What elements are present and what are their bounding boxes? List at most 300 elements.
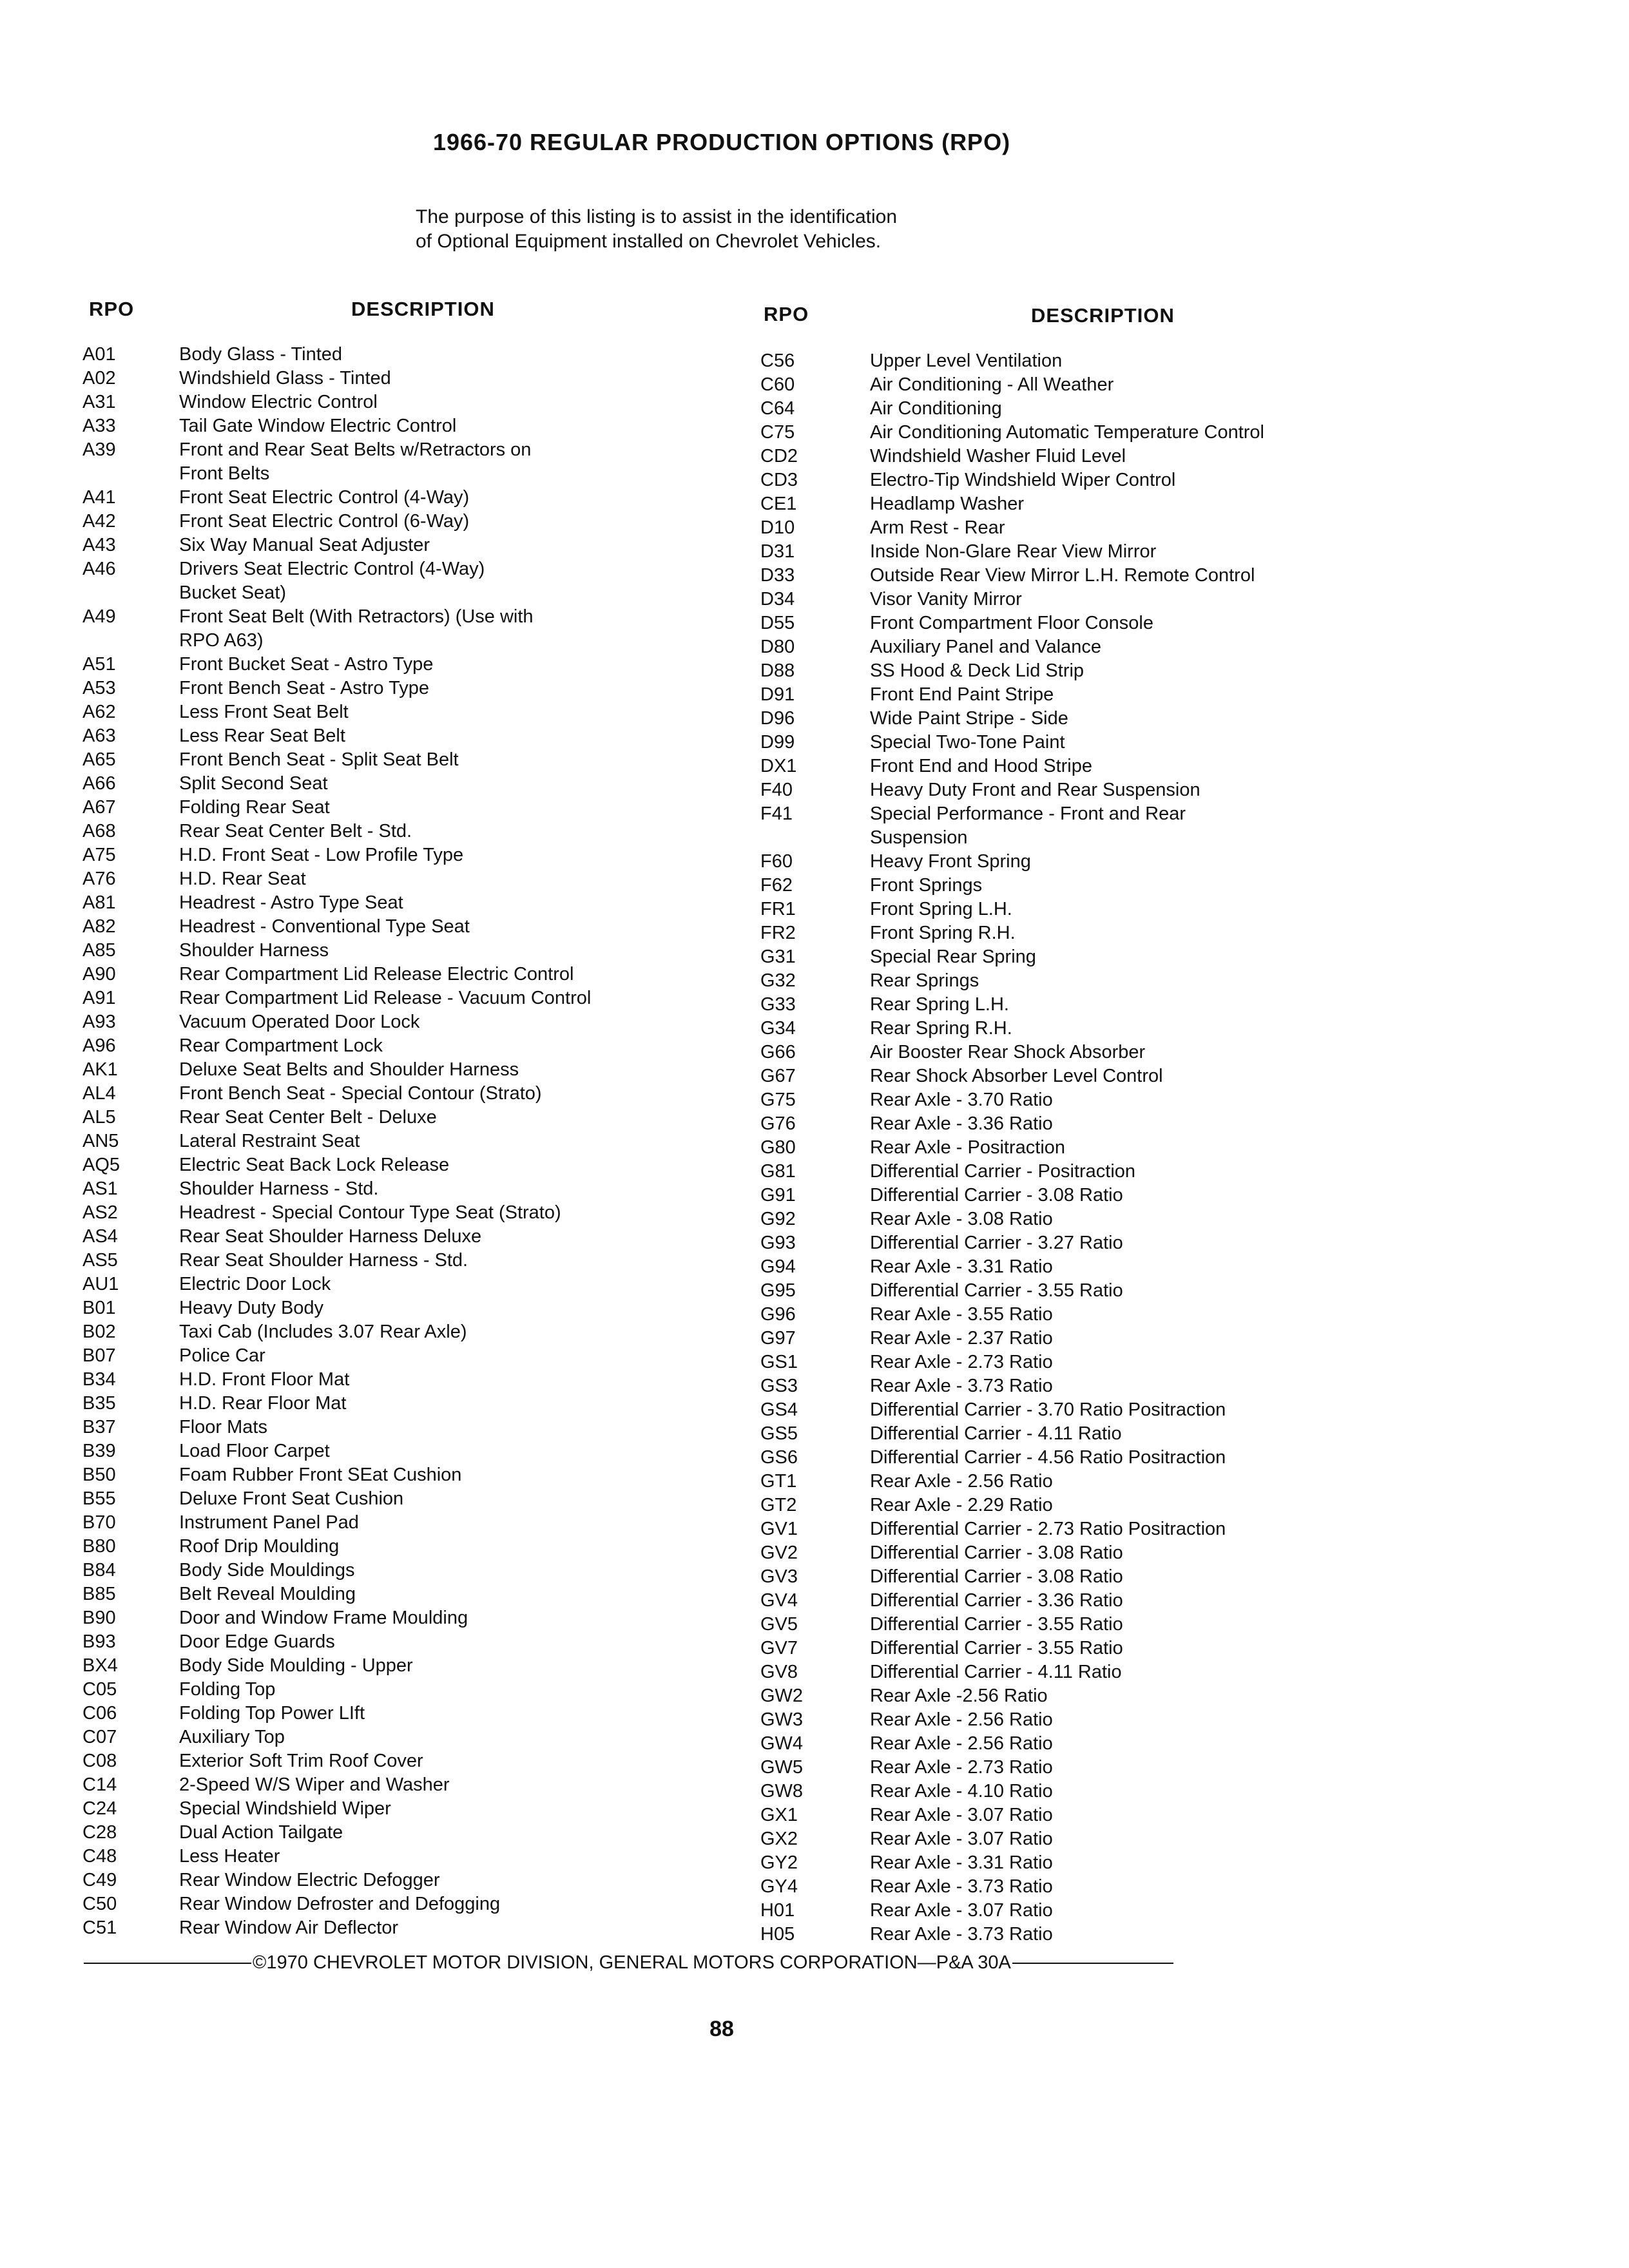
rpo-code: A90 [82,964,116,985]
option-row [760,707,1405,731]
option-row [82,1416,714,1439]
option-row [760,421,1405,445]
option-description: Folding Top Power LIft [179,1703,365,1724]
rpo-code: BX4 [82,1655,118,1676]
option-description: Special Performance - Front and Rear Suspension [870,803,1186,848]
rpo-code: FR2 [760,923,796,943]
option-row [82,367,714,390]
option-row [82,1058,714,1082]
rpo-code: H01 [760,1900,795,1921]
option-description: Wide Paint Stripe - Side [870,708,1068,729]
rpo-code: A82 [82,916,116,937]
rpo-code: A02 [82,368,116,389]
option-row [760,516,1405,540]
option-description: Differential Carrier - 3.08 Ratio [870,1185,1123,1206]
option-description: Differential Carrier - 3.55 Ratio [870,1280,1123,1301]
option-row [82,986,714,1010]
option-description: Arm Rest - Rear [870,517,1005,538]
option-row [82,414,714,438]
rpo-code: GV7 [760,1638,798,1658]
rpo-code: A65 [82,749,116,770]
rpo-code: FR1 [760,899,796,919]
option-description: Differential Carrier - 3.27 Ratio [870,1233,1123,1253]
rpo-code: C49 [82,1870,117,1890]
rpo-code: GX2 [760,1829,798,1849]
rpo-code: D88 [760,660,795,681]
rpo-code: GW4 [760,1733,804,1754]
option-row [82,343,714,367]
option-description: Less Heater [179,1846,280,1867]
option-row [760,1517,1405,1541]
rpo-code: G31 [760,947,796,967]
option-row [82,1177,714,1201]
option-row [760,540,1405,564]
option-description: Inside Non-Glare Rear View Mirror [870,541,1157,562]
rpo-code: G67 [760,1066,796,1086]
rpo-code: B39 [82,1441,116,1461]
option-description: Rear Seat Center Belt - Deluxe [179,1107,437,1128]
option-row [760,1923,1405,1946]
option-description: Taxi Cab (Includes 3.07 Rear Axle) [179,1321,467,1342]
rpo-code: A33 [82,416,116,436]
option-description: H.D. Rear Floor Mat [179,1393,347,1414]
option-row [760,1827,1405,1851]
option-row [82,1344,714,1368]
option-description: Upper Level Ventilation [870,351,1063,371]
option-row [760,635,1405,659]
rpo-code: GW3 [760,1709,804,1730]
option-row [82,796,714,820]
option-row [760,445,1405,468]
option-description: Front Compartment Floor Console [870,613,1153,633]
rpo-code: B07 [82,1345,116,1366]
option-description: Special Rear Spring [870,947,1036,967]
option-description: Folding Top [179,1679,276,1700]
option-description: Rear Axle - Positraction [870,1137,1066,1158]
option-description: Headrest - Special Contour Type Seat (Strato) [179,1202,561,1223]
option-row [82,963,714,986]
option-row [82,1153,714,1177]
option-description: Windshield Washer Fluid Level [870,446,1126,466]
option-row [760,1255,1405,1279]
option-description: Front Spring L.H. [870,899,1012,919]
rpo-code: A66 [82,773,116,794]
rpo-code: GV2 [760,1542,798,1563]
option-row [760,1136,1405,1160]
rpo-code: C08 [82,1751,117,1771]
option-row [760,1064,1405,1088]
option-description: Rear Axle - 2.56 Ratio [870,1733,1053,1754]
option-row [82,510,714,533]
option-row [82,1582,714,1606]
option-description: SS Hood & Deck Lid Strip [870,660,1084,681]
option-row [82,1654,714,1678]
option-row [760,1374,1405,1398]
option-description: Belt Reveal Moulding [179,1584,356,1604]
rpo-code: D96 [760,708,795,729]
option-description: Front End and Hood Stripe [870,756,1092,776]
option-description: 2-Speed W/S Wiper and Washer [179,1774,450,1795]
option-row [760,1422,1405,1446]
rpo-code: A63 [82,726,116,746]
option-description: Auxiliary Top [179,1727,285,1747]
option-row [760,1660,1405,1684]
option-description: Rear Axle - 2.37 Ratio [870,1328,1053,1349]
option-description: Front Springs [870,875,983,896]
option-row [760,993,1405,1017]
option-row [82,653,714,677]
option-description: H.D. Front Seat - Low Profile Type [179,845,464,865]
option-row [760,1613,1405,1637]
option-row [760,1160,1405,1184]
rpo-code: B02 [82,1321,116,1342]
rpo-code: C64 [760,398,795,419]
option-row [760,1184,1405,1207]
option-description: Rear Axle - 3.07 Ratio [870,1829,1053,1849]
option-row [760,921,1405,945]
option-description: H.D. Front Floor Mat [179,1369,350,1390]
option-description: Rear Axle - 4.10 Ratio [870,1781,1053,1802]
rpo-code: A51 [82,654,116,675]
rpo-code: C14 [82,1774,117,1795]
option-description: Front Bucket Seat - Astro Type [179,654,434,675]
rpo-code: A81 [82,892,116,913]
option-row [760,1041,1405,1064]
rpo-code: GS6 [760,1447,798,1468]
rpo-code: G93 [760,1233,796,1253]
rpo-code: B55 [82,1488,116,1509]
rpo-code: AK1 [82,1059,118,1080]
rpo-code: A43 [82,535,116,555]
option-row [760,1899,1405,1923]
option-description: Tail Gate Window Electric Control [179,416,457,436]
rpo-code: AS4 [82,1226,118,1247]
option-row [760,802,1405,850]
rpo-code: F41 [760,803,793,824]
option-row [82,891,714,915]
page-number: 88 [709,2017,734,2041]
rpo-code: G66 [760,1042,796,1062]
option-description: Less Front Seat Belt [179,702,349,722]
option-description: Exterior Soft Trim Roof Cover [179,1751,423,1771]
option-description: Rear Axle - 3.31 Ratio [870,1256,1053,1277]
rpo-code: H05 [760,1924,795,1945]
left-description-header: DESCRIPTION [351,298,495,320]
option-description: Differential Carrier - 3.55 Ratio [870,1614,1123,1635]
rpo-code: GV5 [760,1614,798,1635]
rpo-code: G76 [760,1113,796,1134]
option-row [82,1773,714,1797]
option-row [760,1303,1405,1327]
option-row [760,1732,1405,1756]
option-row [760,1684,1405,1708]
option-row [82,486,714,510]
option-row [760,397,1405,421]
option-description: Air Conditioning [870,398,1002,419]
option-row [82,677,714,700]
rpo-code: B50 [82,1465,116,1485]
option-row [760,1088,1405,1112]
option-description: Rear Axle - 3.36 Ratio [870,1113,1053,1134]
rpo-code: C05 [82,1679,117,1700]
option-description: Door Edge Guards [179,1631,335,1652]
rpo-code: G32 [760,970,796,991]
option-description: Instrument Panel Pad [179,1512,359,1533]
option-row [82,1392,714,1416]
option-row [760,468,1405,492]
option-row [82,605,714,653]
rpo-code: F60 [760,851,793,872]
option-description: Rear Axle - 3.08 Ratio [870,1209,1053,1229]
rpo-code: B34 [82,1369,116,1390]
option-description: Rear Axle - 3.70 Ratio [870,1090,1053,1110]
option-description: Rear Axle - 3.55 Ratio [870,1304,1053,1325]
option-row [760,1112,1405,1136]
option-description: Outside Rear View Mirror L.H. Remote Control [870,565,1255,586]
option-row [760,1398,1405,1422]
rpo-code: A01 [82,344,116,365]
option-row [82,1511,714,1535]
option-row [82,1010,714,1034]
option-description: Rear Shock Absorber Level Control [870,1066,1163,1086]
option-row [82,1487,714,1511]
option-description: Rear Spring L.H. [870,994,1009,1015]
rpo-code: A39 [82,439,116,460]
rpo-code: C07 [82,1727,117,1747]
rpo-code: B35 [82,1393,116,1414]
option-row [82,1535,714,1559]
rpo-code: AL4 [82,1083,116,1104]
rpo-code: F40 [760,780,793,800]
option-description: Six Way Manual Seat Adjuster [179,535,430,555]
option-row [82,724,714,748]
rpo-code: D55 [760,613,795,633]
option-description: Auxiliary Panel and Valance [870,637,1101,657]
rpo-code: GV1 [760,1519,798,1539]
option-row [760,945,1405,969]
rpo-code: B85 [82,1584,116,1604]
rpo-code: A85 [82,940,116,961]
option-description: Window Electric Control [179,392,378,412]
option-description: Electric Door Lock [179,1274,331,1294]
rpo-code: A68 [82,821,116,841]
rpo-code: AN5 [82,1131,119,1151]
option-row [82,1892,714,1916]
option-row [760,683,1405,707]
rpo-code: GW2 [760,1686,804,1706]
option-row [760,373,1405,397]
option-description: Rear Compartment Lid Release - Vacuum Control [179,988,592,1008]
option-description: Air Booster Rear Shock Absorber [870,1042,1146,1062]
rpo-code: C50 [82,1894,117,1914]
option-row [82,1916,714,1940]
option-row [82,1630,714,1654]
rpo-code: D31 [760,541,795,562]
option-description: Front Spring R.H. [870,923,1016,943]
option-row [82,557,714,605]
left-option-list [82,343,714,1940]
rpo-code: GS5 [760,1423,798,1444]
rpo-code: G81 [760,1161,796,1182]
rpo-code: G33 [760,994,796,1015]
option-row [82,1606,714,1630]
option-description: Differential Carrier - 4.56 Ratio Positraction [870,1447,1226,1468]
option-description: Rear Seat Shoulder Harness - Std. [179,1250,468,1271]
rpo-code: D34 [760,589,795,610]
option-description: Body Side Mouldings [179,1560,355,1581]
rpo-code: DX1 [760,756,797,776]
option-row [760,898,1405,921]
option-description: Front Bench Seat - Special Contour (Strato) [179,1083,542,1104]
option-description: Body Glass - Tinted [179,344,343,365]
option-row [82,1797,714,1821]
option-row [760,1231,1405,1255]
rpo-code: GY2 [760,1852,798,1873]
option-description: Differential Carrier - 3.08 Ratio [870,1542,1123,1563]
rpo-code: A41 [82,487,116,508]
option-description: Rear Axle - 2.29 Ratio [870,1495,1053,1515]
rpo-code: D10 [760,517,795,538]
option-row [82,939,714,963]
option-row [760,874,1405,898]
option-description: Floor Mats [179,1417,267,1437]
option-description: Rear Spring R.H. [870,1018,1012,1039]
option-description: Front Seat Belt (With Retractors) (Use with RPO A63) [179,606,534,651]
rpo-code: GY4 [760,1876,798,1897]
option-row [82,820,714,843]
copyright-text: ©1970 CHEVROLET MOTOR DIVISION, GENERAL MOTORS CORPORATION—P&A 30A [253,1952,1011,1973]
option-row [82,438,714,486]
rpo-code: C75 [760,422,795,443]
option-description: Foam Rubber Front SEat Cushion [179,1465,462,1485]
rpo-code: G97 [760,1328,796,1349]
option-row [760,492,1405,516]
rpo-code: A93 [82,1012,116,1032]
option-row [760,588,1405,611]
rpo-code: D99 [760,732,795,753]
rpo-code: D91 [760,684,795,705]
option-description: Split Second Seat [179,773,328,794]
rpo-code: GT1 [760,1471,797,1492]
option-description: Visor Vanity Mirror [870,589,1022,610]
option-row [760,1470,1405,1494]
option-row [82,1678,714,1702]
option-row [82,748,714,772]
option-row [82,1082,714,1106]
intro-paragraph: The purpose of this listing is to assist in the identification of Optional Equipment installed on Chevrolet Vehicles. [416,206,898,252]
option-row [760,778,1405,802]
rpo-code: C51 [82,1917,117,1938]
rpo-code: A53 [82,678,116,698]
option-description: Rear Window Defroster and Defogging [179,1894,501,1914]
option-row [760,1350,1405,1374]
option-description: Deluxe Seat Belts and Shoulder Harness [179,1059,519,1080]
rpo-code: A46 [82,559,116,579]
option-row [760,1875,1405,1899]
rpo-code: G92 [760,1209,796,1229]
footer-rule-left [84,1963,251,1964]
option-description: Heavy Duty Body [179,1298,324,1318]
footer-rule-right [1012,1963,1173,1964]
option-description: Rear Axle - 3.73 Ratio [870,1924,1053,1945]
rpo-code: C24 [82,1798,117,1819]
option-row [760,1207,1405,1231]
rpo-code: GV3 [760,1566,798,1587]
option-description: Folding Rear Seat [179,797,330,818]
option-description: Rear Axle - 2.73 Ratio [870,1757,1053,1778]
option-description: Front Seat Electric Control (4-Way) [179,487,470,508]
option-row [760,1708,1405,1732]
rpo-code: A31 [82,392,116,412]
option-description: Differential Carrier - 3.36 Ratio [870,1590,1123,1611]
right-description-header: DESCRIPTION [1031,304,1175,327]
option-row [760,1541,1405,1565]
rpo-code: A96 [82,1035,116,1056]
option-description: Differential Carrier - 4.11 Ratio [870,1423,1122,1444]
rpo-code: B37 [82,1417,116,1437]
option-row [760,564,1405,588]
rpo-code: G75 [760,1090,796,1110]
rpo-code: C56 [760,351,795,371]
option-row [82,1368,714,1392]
rpo-code: CE1 [760,494,797,514]
rpo-code: G80 [760,1137,796,1158]
rpo-code: A91 [82,988,116,1008]
option-row [760,754,1405,778]
option-row [760,1756,1405,1780]
rpo-code: F62 [760,875,793,896]
option-row [82,1725,714,1749]
option-row [82,1749,714,1773]
option-row [760,731,1405,754]
rpo-code: AS5 [82,1250,118,1271]
option-description: Differential Carrier - 2.73 Ratio Positraction [870,1519,1226,1539]
option-description: Heavy Duty Front and Rear Suspension [870,780,1200,800]
option-row [82,915,714,939]
option-description: Police Car [179,1345,265,1366]
option-description: Shoulder Harness [179,940,329,961]
rpo-code: GX1 [760,1805,798,1825]
option-description: Heavy Front Spring [870,851,1031,872]
option-row [82,1296,714,1320]
option-description: Rear Springs [870,970,979,991]
option-row [82,1320,714,1344]
option-row [760,1279,1405,1303]
option-row [82,1106,714,1129]
option-description: Rear Window Electric Defogger [179,1870,440,1890]
option-row [82,1034,714,1058]
option-description: Rear Compartment Lid Release Electric Control [179,964,574,985]
rpo-code: CD3 [760,470,798,490]
option-description: Rear Compartment Lock [179,1035,383,1056]
option-description: Rear Axle - 3.07 Ratio [870,1900,1053,1921]
rpo-code: GW5 [760,1757,804,1778]
option-row [82,1249,714,1273]
rpo-code: G91 [760,1185,796,1206]
option-row [82,700,714,724]
option-description: Special Two-Tone Paint [870,732,1065,753]
option-description: Body Side Moulding - Upper [179,1655,413,1676]
option-description: Differential Carrier - 3.08 Ratio [870,1566,1123,1587]
option-row [82,1702,714,1725]
option-row [82,1129,714,1153]
option-description: Front Bench Seat - Split Seat Belt [179,749,459,770]
rpo-code: C28 [82,1822,117,1843]
rpo-code: B80 [82,1536,116,1557]
option-row [760,611,1405,635]
option-row [760,969,1405,993]
option-description: Rear Axle - 2.73 Ratio [870,1352,1053,1372]
